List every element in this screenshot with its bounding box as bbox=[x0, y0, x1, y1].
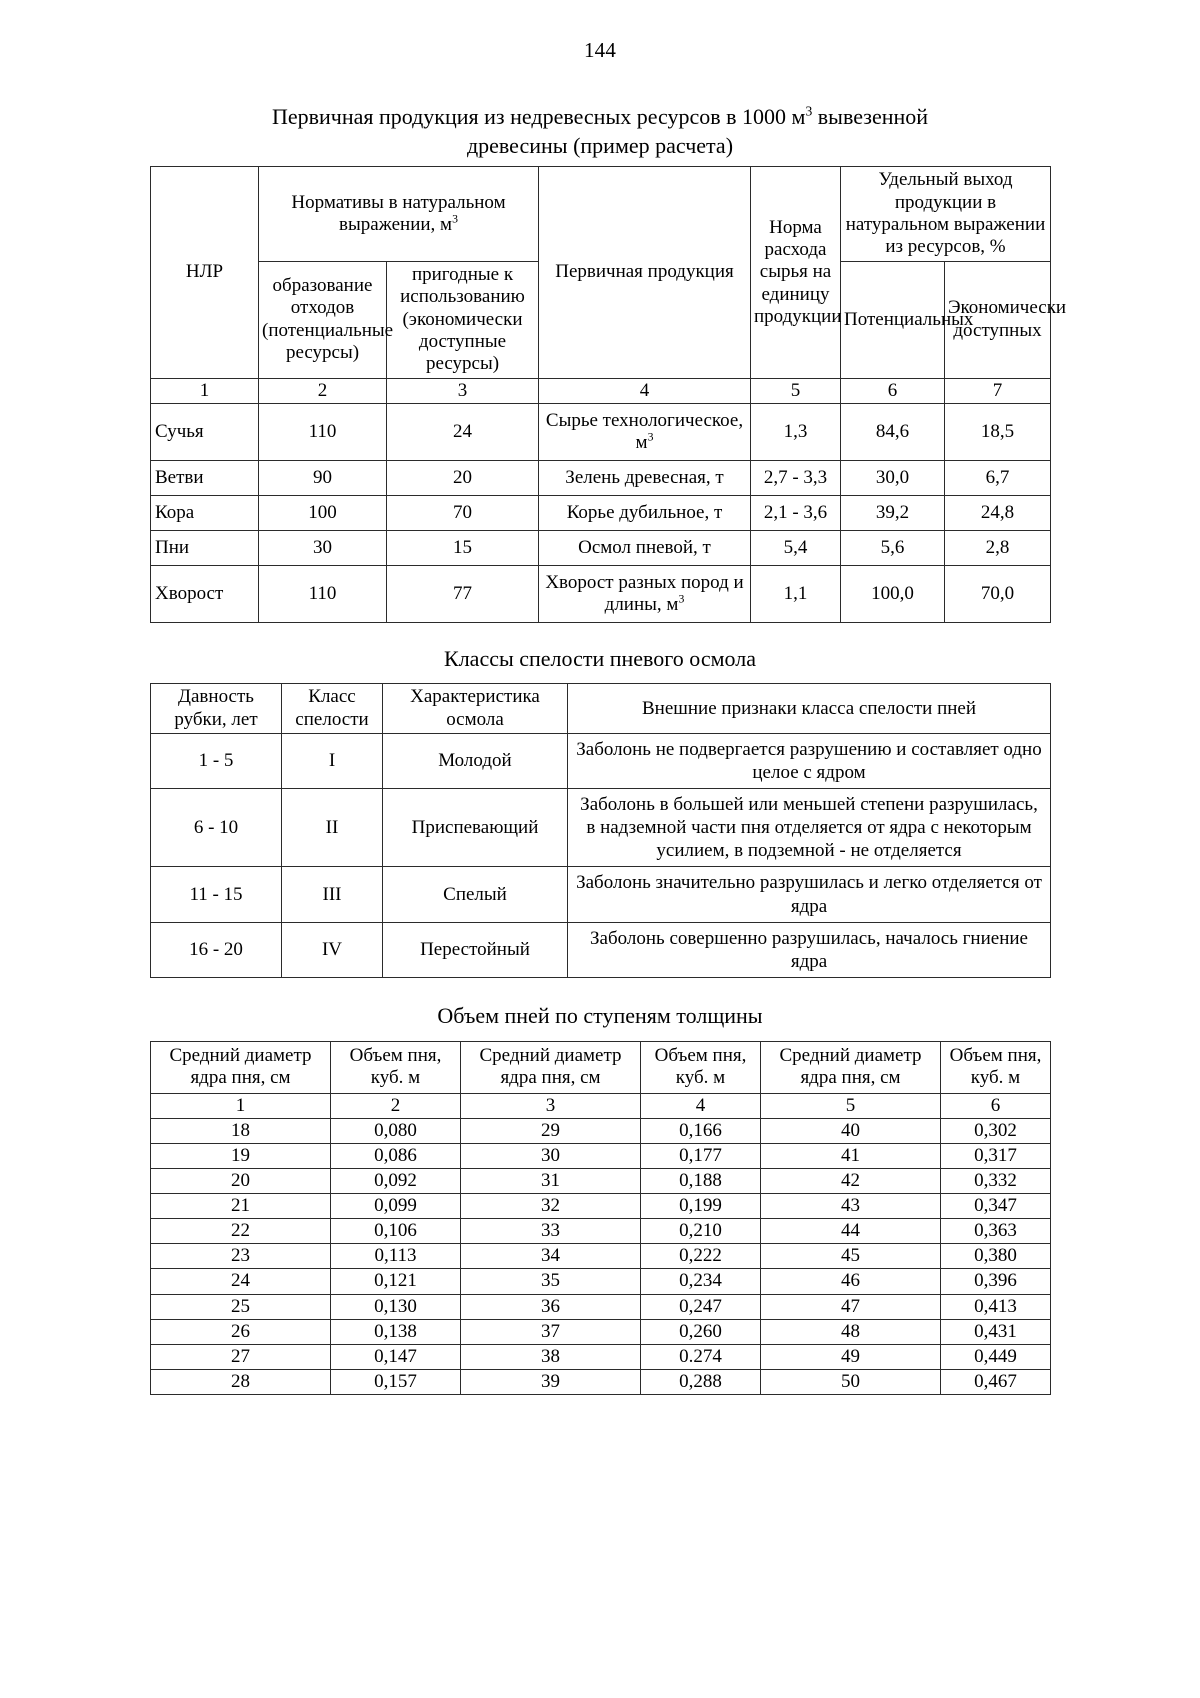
table1-header-nlr: НЛР bbox=[151, 167, 259, 379]
table3-cell-diameter-1: 24 bbox=[151, 1269, 331, 1294]
table-row bbox=[151, 1319, 1051, 1344]
table-row bbox=[151, 922, 1051, 977]
table3-cell-diameter-3: 40 bbox=[761, 1119, 941, 1144]
table3-colnum-6: 6 bbox=[941, 1094, 1051, 1119]
table3-cell-volume-1: 0,157 bbox=[331, 1369, 461, 1394]
table1-cell-product bbox=[539, 565, 751, 622]
table-stump-maturity-classes bbox=[150, 683, 1051, 978]
table1-cell-rate: 1,3 bbox=[751, 403, 841, 460]
table2-cell-age: 6 - 10 bbox=[151, 788, 282, 867]
table3-cell-diameter-1: 27 bbox=[151, 1344, 331, 1369]
table3-colnum-5: 5 bbox=[761, 1094, 941, 1119]
table3-cell-diameter-3: 41 bbox=[761, 1144, 941, 1169]
table3-header-volume-2: Объем пня, куб. м bbox=[641, 1041, 761, 1094]
table2-header-class: Класс спелости bbox=[282, 684, 383, 733]
table-row bbox=[151, 1344, 1051, 1369]
table2-cell-class: I bbox=[282, 733, 383, 788]
table3-cell-diameter-3: 42 bbox=[761, 1169, 941, 1194]
table3-cell-diameter-2: 33 bbox=[461, 1219, 641, 1244]
table1-colnum-3: 3 bbox=[387, 378, 539, 403]
table3-cell-diameter-2: 38 bbox=[461, 1344, 641, 1369]
table1-header-norms-group bbox=[259, 167, 539, 262]
table1-header-primary-product: Первичная продукция bbox=[539, 167, 751, 379]
table2-header-age: Давность рубки, лет bbox=[151, 684, 282, 733]
table-row bbox=[151, 460, 1051, 495]
table3-cell-volume-3: 0,302 bbox=[941, 1119, 1051, 1144]
page-number: 144 bbox=[583, 38, 617, 62]
table1-cell-rate: 2,7 - 3,3 bbox=[751, 460, 841, 495]
table3-cell-volume-2: 0,260 bbox=[641, 1319, 761, 1344]
table3-colnum-2: 2 bbox=[331, 1094, 461, 1119]
table3-cell-volume-1: 0,113 bbox=[331, 1244, 461, 1269]
table2-cell-age: 11 - 15 bbox=[151, 867, 282, 922]
table-row bbox=[151, 1269, 1051, 1294]
table3-cell-diameter-2: 29 bbox=[461, 1119, 641, 1144]
table1-cell-waste: 100 bbox=[259, 495, 387, 530]
table3-cell-diameter-3: 50 bbox=[761, 1369, 941, 1394]
table1-cell-nlr: Ветви bbox=[151, 460, 259, 495]
table-row bbox=[151, 1369, 1051, 1394]
table1-cell-product-text: Осмол пневой, т bbox=[578, 536, 711, 558]
table3-cell-volume-3: 0,396 bbox=[941, 1269, 1051, 1294]
table3-cell-diameter-3: 44 bbox=[761, 1219, 941, 1244]
table1-header-usable: пригодные к использованию (экономически доступные ресурсы) bbox=[387, 261, 539, 378]
table3-cell-volume-3: 0,347 bbox=[941, 1194, 1051, 1219]
table1-cell-available: 24,8 bbox=[945, 495, 1051, 530]
table3-cell-diameter-3: 46 bbox=[761, 1269, 941, 1294]
table-row bbox=[151, 1294, 1051, 1319]
table1-cell-waste: 110 bbox=[259, 565, 387, 622]
table1-header-row-1 bbox=[151, 167, 1051, 262]
table3-cell-diameter-2: 31 bbox=[461, 1169, 641, 1194]
table3-cell-volume-3: 0,431 bbox=[941, 1319, 1051, 1344]
table1-title-line1-a: Первичная продукция из недревесных ресурсов в 1000 м bbox=[271, 104, 806, 129]
table3-colnum-4: 4 bbox=[641, 1094, 761, 1119]
table-stump-volume-by-thickness bbox=[150, 1041, 1051, 1395]
table3-cell-diameter-1: 21 bbox=[151, 1194, 331, 1219]
table2-cell-class: II bbox=[282, 788, 383, 867]
table1-header-economically-available: Экономически доступных bbox=[945, 261, 1051, 378]
table2-cell-class: III bbox=[282, 867, 383, 922]
table-row bbox=[151, 495, 1051, 530]
table1-cell-product-text: Корье дубильное, т bbox=[566, 501, 723, 523]
table2-header-row bbox=[151, 684, 1051, 733]
table3-cell-diameter-2: 39 bbox=[461, 1369, 641, 1394]
table1-title-line2: древесины (пример расчета) bbox=[466, 132, 734, 158]
table3-cell-diameter-1: 28 bbox=[151, 1369, 331, 1394]
table1-cell-usable: 70 bbox=[387, 495, 539, 530]
table3-cell-volume-2: 0,288 bbox=[641, 1369, 761, 1394]
table3-cell-diameter-2: 30 bbox=[461, 1144, 641, 1169]
table1-cell-rate: 2,1 - 3,6 bbox=[751, 495, 841, 530]
table-row bbox=[151, 1144, 1051, 1169]
table1-title-line1-b: вывезенной bbox=[812, 104, 929, 129]
table3-cell-volume-1: 0,080 bbox=[331, 1119, 461, 1144]
table1-cell-potential: 84,6 bbox=[841, 403, 945, 460]
table3-cell-volume-1: 0,138 bbox=[331, 1319, 461, 1344]
table3-cell-volume-2: 0,234 bbox=[641, 1269, 761, 1294]
table1-colnum-2: 2 bbox=[259, 378, 387, 403]
table1-cell-nlr: Пни bbox=[151, 530, 259, 565]
table3-cell-volume-3: 0,317 bbox=[941, 1144, 1051, 1169]
table1-cell-nlr: Хворост bbox=[151, 565, 259, 622]
table2-cell-class: IV bbox=[282, 922, 383, 977]
table3-cell-diameter-2: 32 bbox=[461, 1194, 641, 1219]
table-row bbox=[151, 403, 1051, 460]
table3-cell-diameter-3: 47 bbox=[761, 1294, 941, 1319]
table1-cell-available: 6,7 bbox=[945, 460, 1051, 495]
table3-cell-diameter-1: 20 bbox=[151, 1169, 331, 1194]
table1-cell-waste: 110 bbox=[259, 403, 387, 460]
page-content bbox=[150, 103, 1067, 1395]
table1-header-specific-output: Удельный выход продукции в натуральном выражении из ресурсов, % bbox=[841, 167, 1051, 262]
table3-cell-volume-2: 0,166 bbox=[641, 1119, 761, 1144]
table2-header-character: Характеристика осмола bbox=[383, 684, 568, 733]
table3-cell-diameter-3: 49 bbox=[761, 1344, 941, 1369]
table3-cell-diameter-1: 23 bbox=[151, 1244, 331, 1269]
table-row bbox=[151, 530, 1051, 565]
table3-colnum-1: 1 bbox=[151, 1094, 331, 1119]
table3-title: Объем пней по ступеням толщины bbox=[437, 1003, 763, 1029]
table1-cell-product-text: Сырье технологическое, м bbox=[545, 409, 744, 453]
table1-cell-rate: 1,1 bbox=[751, 565, 841, 622]
table1-cell-available: 18,5 bbox=[945, 403, 1051, 460]
table1-header-consumption-rate: Норма расхода сырья на единицу продукции bbox=[751, 167, 841, 379]
table-row bbox=[151, 867, 1051, 922]
table1-header-norms-superscript: 3 bbox=[452, 212, 458, 226]
table3-cell-volume-3: 0,380 bbox=[941, 1244, 1051, 1269]
table1-cell-potential: 39,2 bbox=[841, 495, 945, 530]
table3-cell-diameter-1: 25 bbox=[151, 1294, 331, 1319]
table2-cell-signs: Заболонь совершенно разрушилась, началось гниение ядра bbox=[568, 922, 1051, 977]
table3-cell-volume-1: 0,121 bbox=[331, 1269, 461, 1294]
table-row bbox=[151, 733, 1051, 788]
table1-cell-available: 2,8 bbox=[945, 530, 1051, 565]
table1-cell-potential: 30,0 bbox=[841, 460, 945, 495]
table1-colnum-5: 5 bbox=[751, 378, 841, 403]
table1-title-superscript: 3 bbox=[805, 103, 813, 119]
table3-header-diameter-2: Средний диаметр ядра пня, см bbox=[461, 1041, 641, 1094]
table1-colnum-4: 4 bbox=[539, 378, 751, 403]
table3-header-diameter-1: Средний диаметр ядра пня, см bbox=[151, 1041, 331, 1094]
table3-cell-volume-2: 0,199 bbox=[641, 1194, 761, 1219]
table3-header-row bbox=[151, 1041, 1051, 1094]
table2-cell-character: Молодой bbox=[383, 733, 568, 788]
table3-header-volume-3: Объем пня, куб. м bbox=[941, 1041, 1051, 1094]
table3-cell-volume-3: 0,413 bbox=[941, 1294, 1051, 1319]
table1-cell-potential: 5,6 bbox=[841, 530, 945, 565]
table1-cell-nlr: Кора bbox=[151, 495, 259, 530]
table2-cell-signs: Заболонь не подвергается разрушению и составляет одно целое с ядром bbox=[568, 733, 1051, 788]
table-row bbox=[151, 1119, 1051, 1144]
table1-cell-product bbox=[539, 403, 751, 460]
table2-cell-character: Перестойный bbox=[383, 922, 568, 977]
table3-cell-diameter-1: 22 bbox=[151, 1219, 331, 1244]
table1-header-waste-formation: образование отходов (потенциальные ресурсы) bbox=[259, 261, 387, 378]
table3-cell-volume-3: 0,467 bbox=[941, 1369, 1051, 1394]
table-row bbox=[151, 1244, 1051, 1269]
table1-cell-product bbox=[539, 530, 751, 565]
table3-cell-volume-2: 0,188 bbox=[641, 1169, 761, 1194]
table1-cell-usable: 77 bbox=[387, 565, 539, 622]
table1-cell-product-superscript: 3 bbox=[678, 592, 685, 606]
table3-cell-diameter-2: 36 bbox=[461, 1294, 641, 1319]
table2-cell-signs: Заболонь значительно разрушилась и легко отделяется от ядра bbox=[568, 867, 1051, 922]
table3-header-diameter-3: Средний диаметр ядра пня, см bbox=[761, 1041, 941, 1094]
table2-cell-age: 16 - 20 bbox=[151, 922, 282, 977]
table3-cell-diameter-3: 48 bbox=[761, 1319, 941, 1344]
table3-cell-diameter-1: 18 bbox=[151, 1119, 331, 1144]
table3-cell-volume-2: 0,247 bbox=[641, 1294, 761, 1319]
table1-cell-usable: 20 bbox=[387, 460, 539, 495]
table3-cell-diameter-2: 34 bbox=[461, 1244, 641, 1269]
table3-cell-volume-1: 0,147 bbox=[331, 1344, 461, 1369]
table1-cell-waste: 30 bbox=[259, 530, 387, 565]
table1-cell-product-superscript: 3 bbox=[647, 430, 654, 444]
table2-title: Классы спелости пневого осмола bbox=[444, 645, 756, 671]
table1-cell-product bbox=[539, 495, 751, 530]
table2-cell-signs: Заболонь в большей или меньшей степени разрушилась, в надземной части пня отделяется от ядра с некоторым усилием, в подземной - не отделяется bbox=[568, 788, 1051, 867]
table1-cell-potential: 100,0 bbox=[841, 565, 945, 622]
table1-cell-product bbox=[539, 460, 751, 495]
table3-cell-volume-3: 0,449 bbox=[941, 1344, 1051, 1369]
table3-cell-volume-3: 0,363 bbox=[941, 1219, 1051, 1244]
table1-cell-usable: 24 bbox=[387, 403, 539, 460]
table1-header-potential: Потенциальных bbox=[841, 261, 945, 378]
table1-cell-usable: 15 bbox=[387, 530, 539, 565]
table-row bbox=[151, 565, 1051, 622]
table3-colnum-3: 3 bbox=[461, 1094, 641, 1119]
table3-header-volume-1: Объем пня, куб. м bbox=[331, 1041, 461, 1094]
table-row bbox=[151, 788, 1051, 867]
table3-cell-volume-2: 0,177 bbox=[641, 1144, 761, 1169]
table3-cell-diameter-1: 26 bbox=[151, 1319, 331, 1344]
table1-colnum-1: 1 bbox=[151, 378, 259, 403]
table2-cell-age: 1 - 5 bbox=[151, 733, 282, 788]
table1-title bbox=[150, 103, 1050, 160]
table3-cell-diameter-3: 43 bbox=[761, 1194, 941, 1219]
table3-cell-volume-1: 0,092 bbox=[331, 1169, 461, 1194]
table3-cell-diameter-1: 19 bbox=[151, 1144, 331, 1169]
table2-cell-character: Спелый bbox=[383, 867, 568, 922]
table3-cell-volume-3: 0,332 bbox=[941, 1169, 1051, 1194]
table-row bbox=[151, 1169, 1051, 1194]
table1-column-number-row bbox=[151, 378, 1051, 403]
table3-cell-volume-1: 0,130 bbox=[331, 1294, 461, 1319]
table1-cell-product-text: Зелень древесная, т bbox=[565, 466, 724, 488]
table3-column-number-row bbox=[151, 1094, 1051, 1119]
table1-colnum-6: 6 bbox=[841, 378, 945, 403]
table3-cell-volume-2: 0.274 bbox=[641, 1344, 761, 1369]
table1-cell-rate: 5,4 bbox=[751, 530, 841, 565]
table1-cell-available: 70,0 bbox=[945, 565, 1051, 622]
table2-header-signs: Внешние признаки класса спелости пней bbox=[568, 684, 1051, 733]
table3-cell-volume-1: 0,086 bbox=[331, 1144, 461, 1169]
table3-cell-diameter-3: 45 bbox=[761, 1244, 941, 1269]
table3-cell-volume-2: 0,210 bbox=[641, 1219, 761, 1244]
table-row bbox=[151, 1219, 1051, 1244]
table3-cell-volume-1: 0,099 bbox=[331, 1194, 461, 1219]
table-row bbox=[151, 1194, 1051, 1219]
table3-cell-volume-2: 0,222 bbox=[641, 1244, 761, 1269]
table1-colnum-7: 7 bbox=[945, 378, 1051, 403]
table3-cell-diameter-2: 37 bbox=[461, 1319, 641, 1344]
table3-cell-diameter-2: 35 bbox=[461, 1269, 641, 1294]
table1-cell-nlr: Сучья bbox=[151, 403, 259, 460]
table1-cell-product-text: Хворост разных пород и длины, м bbox=[545, 571, 744, 615]
table2-cell-character: Приспевающий bbox=[383, 788, 568, 867]
table3-cell-volume-1: 0,106 bbox=[331, 1219, 461, 1244]
table1-header-norms-text: Нормативы в натуральном выражении, м bbox=[291, 191, 506, 235]
table1-cell-waste: 90 bbox=[259, 460, 387, 495]
table-primary-production bbox=[150, 166, 1067, 623]
